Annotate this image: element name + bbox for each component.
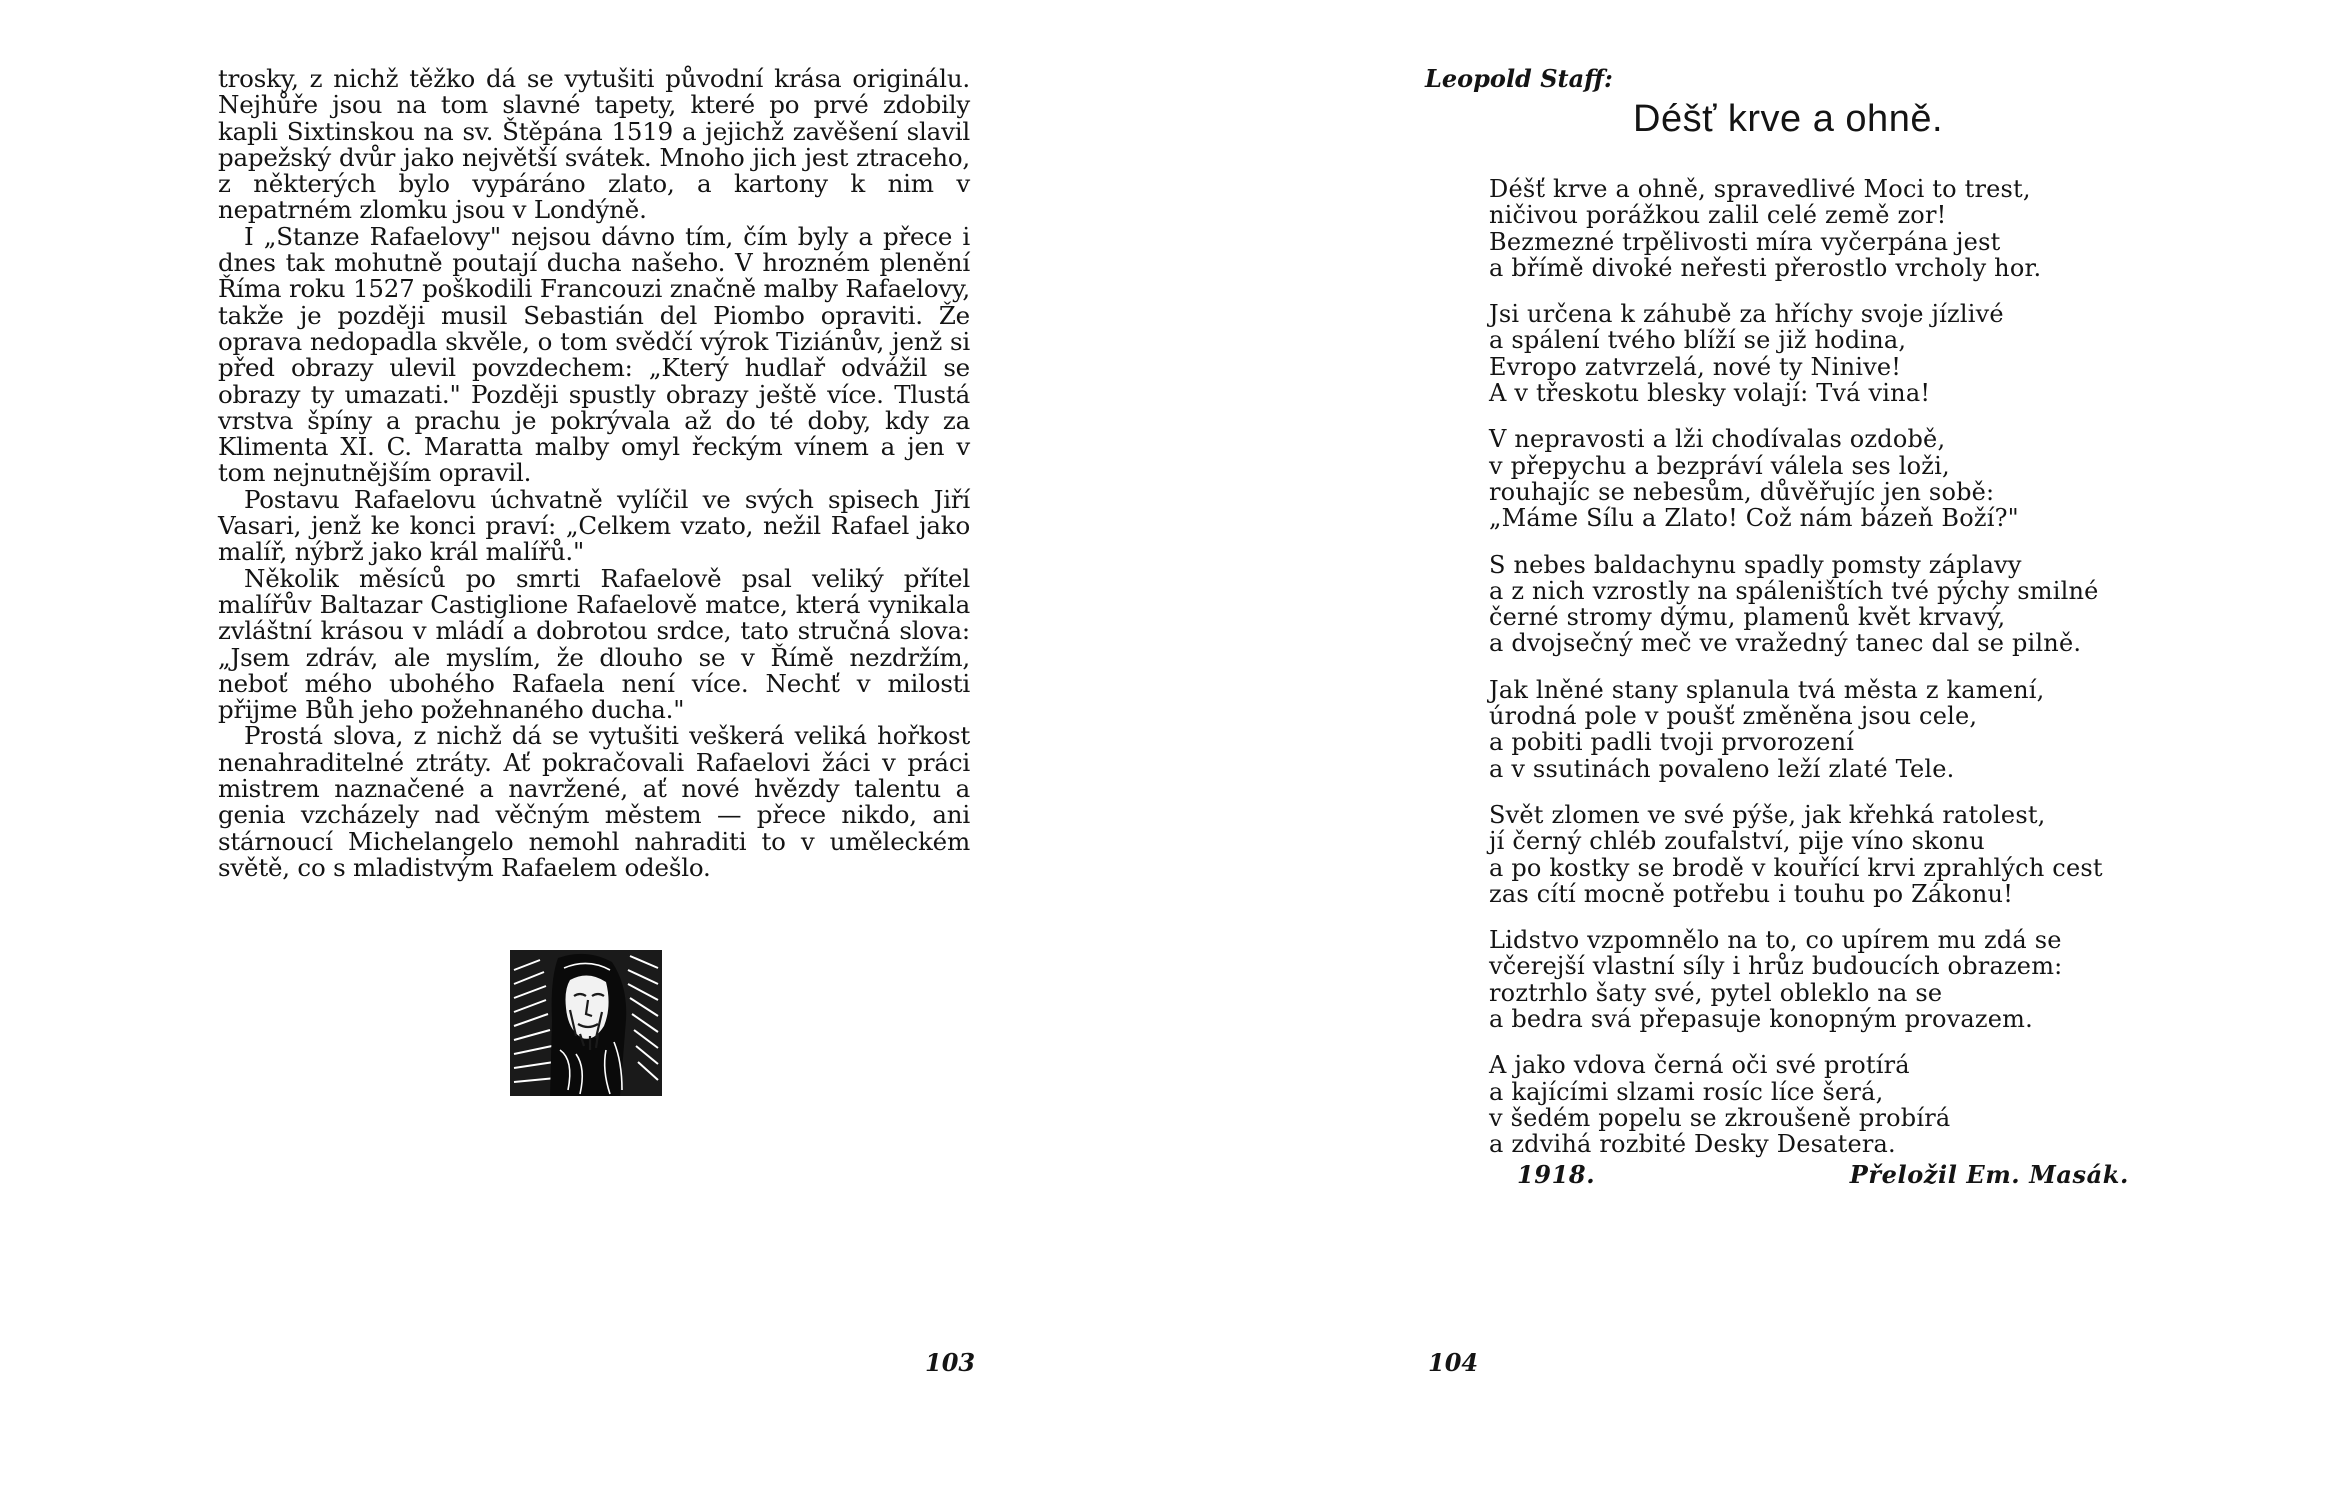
right-page — [1173, 0, 2346, 1500]
woodcut-illustration — [510, 950, 662, 1096]
poem-line: a spálení tvého blíží se již hodina, — [1489, 326, 1907, 355]
poem-line: A jako vdova černá oči své protírá — [1489, 1051, 1910, 1080]
poem-line: a po kostky se brodě v kouřící krvi zprahlých cest — [1489, 853, 2103, 882]
poem-line: roztrhlo šaty své, pytel obleklo na se — [1489, 978, 1943, 1007]
page-number: 104 — [1428, 1348, 1479, 1377]
poem-year: 1918. — [1517, 1160, 1596, 1189]
poem-line: Evropo zatvrzelá, nové ty Ninive! — [1489, 352, 1902, 381]
page-number: 103 — [925, 1348, 976, 1377]
poem-line: Svět zlomen ve své pýše, jak křehká ratolest, — [1489, 800, 2046, 829]
poem-line: a dvojsečný meč ve vražedný tanec dal se pilně. — [1489, 629, 2082, 658]
stanza — [1489, 176, 2129, 281]
paragraph: Postavu Rafaelovu úchvatně vylíčil ve svých spisech Jiří Vasari, jenž ke konci praví: „Celkem vzato, nežil Rafael jako malíř, nýbrž jako král malířů." — [218, 484, 970, 567]
poem-line: Bezmezné trpělivosti míra vyčerpána jest — [1489, 227, 2001, 256]
poem-line: v šedém popelu se zkroušeně probírá — [1489, 1103, 1951, 1132]
poem-line: úrodná pole v poušť změněna jsou cele, — [1489, 702, 1978, 731]
poem-line: A v třeskotu blesky volají: Tvá vina! — [1489, 379, 1931, 408]
stanza — [1489, 552, 2129, 657]
poem-line: S nebes baldachynu spadly pomsty záplavy — [1489, 550, 2022, 579]
poem-line: Jsi určena k záhubě za hříchy svoje jízlivé — [1489, 300, 2004, 329]
stanza — [1489, 802, 2129, 907]
prose-text — [218, 66, 970, 881]
poem-line: rouhajíc se nebesům, důvěřujíc jen sobě: — [1489, 477, 1995, 506]
poem-author: Leopold Staff: — [1425, 64, 1613, 93]
poem-body — [1489, 176, 2129, 1178]
poem-line: a v ssutinách povaleno leží zlaté Tele. — [1489, 754, 1955, 783]
stanza — [1489, 677, 2129, 782]
poem-line: Déšť krve a ohně, spravedlivé Moci to trest, — [1489, 175, 2031, 203]
poem-line: V nepravosti a lži chodívalas ozdobě, — [1489, 425, 1946, 454]
poem-line: černé stromy dýmu, plamenů květ krvavý, — [1489, 603, 2006, 632]
poem-line: v přepychu a bezpráví válela ses loži, — [1489, 451, 1950, 480]
translator-credit: Přeložil Em. Masák. — [1849, 1160, 2129, 1189]
stanza — [1489, 1052, 2129, 1157]
poem-line: a břímě divoké neřesti přerostlo vrcholy hor. — [1489, 253, 2042, 282]
poem-line: a bedra svá přepasuje konopným provazem. — [1489, 1005, 2033, 1034]
poem-line: ničivou porážkou zalil celé země zor! — [1489, 201, 1947, 230]
stanza — [1489, 927, 2129, 1032]
paragraph: Několik měsíců po smrti Rafaelově psal veliký přítel malířův Baltazar Castiglione Rafaelově matce, která vynikala zvláštní krásou v mládí a dobrotou srdce, tato stručná slova: „Jsem zdráv, ale myslím, že dlouho se v Římě nezdržím, neboť mého ubohého Rafaela není více. Nechť v milosti přijme Bůh jeho požehnaného ducha." — [218, 563, 970, 725]
poem-line: „Máme Sílu a Zlato! Což nám bázeň Boží?" — [1489, 504, 2019, 533]
poem-line: jí černý chléb zoufalství, pije víno skonu — [1489, 827, 1985, 856]
poem-line: Lidstvo vzpomnělo na to, co upírem mu zdá se — [1489, 926, 2062, 955]
paragraph: trosky, z nichž těžko dá se vytušiti původní krása originálu. Nejhůře jsou na tom slavné tapety, které po prvé zdobily kapli Sixtinskou na sv. Štěpána 1519 a jejichž zavěšení slavil papežský dvůr jako největší svátek. Mnoho jich jest ztraceho, z některých bylo vypáráno zlato, a kartony k nim v nepatrném zlomku jsou v Londýně. — [218, 64, 970, 225]
poem-line: a kajícími slzami rosíc líce šerá, — [1489, 1077, 1884, 1106]
poem-line: včerejší vlastní síly i hrůz budoucích obrazem: — [1489, 952, 2063, 981]
poem-line: a zdvihá rozbité Desky Desatera. — [1489, 1130, 1896, 1159]
stanza — [1489, 301, 2129, 406]
paragraph: I „Stanze Rafaelovy" nejsou dávno tím, čím byly a přece i dnes tak mohutně poutají ducha našeho. V hrozném plenění Říma roku 1527 poškodili Francouzi značně malby Rafaelovy, takže je později musil Sebastián del Piombo opraviti. Že oprava nedopadla skvěle, o tom svědčí výrok Tiziánův, jenž si před obrazy ulevil povzdechem: „Který hudlař odvážil se obrazy ty umazati." Později spustly obrazy ještě více. Tlustá vrstva špíny a prachu je pokrývala až do té doby, kdy za Klimenta XI. C. Maratta malby omyl řeckým vínem a jen v tom nejnutnějším opravil. — [218, 221, 970, 488]
paragraph: Prostá slova, z nichž dá se vytušiti veškerá veliká hořkost nenahraditelné ztráty. Ať pokračovali Rafaelovi žáci v práci mistrem naznačené a navržené, ať nové hvězdy talentu a genia vzcházely nad věčným městem — přece nikdo, ani stárnoucí Michelangelo nemohl nahraditi to v uměleckém světě, co s mladistvým Rafaelem odešlo. — [218, 721, 970, 882]
poem-line: zas cítí mocně potřebu i touhu po Zákonu! — [1489, 879, 2014, 908]
poem-line: a pobiti padli tvoji prvorození — [1489, 728, 1855, 757]
stanza — [1489, 426, 2129, 531]
poem-line: a z nich vzrostly na spáleništích tvé pýchy smilné — [1489, 576, 2099, 605]
poem-title: Déšť krve a ohně. — [1633, 98, 1944, 140]
poem-line: Jak lněné stany splanula tvá města z kamení, — [1489, 675, 2045, 704]
